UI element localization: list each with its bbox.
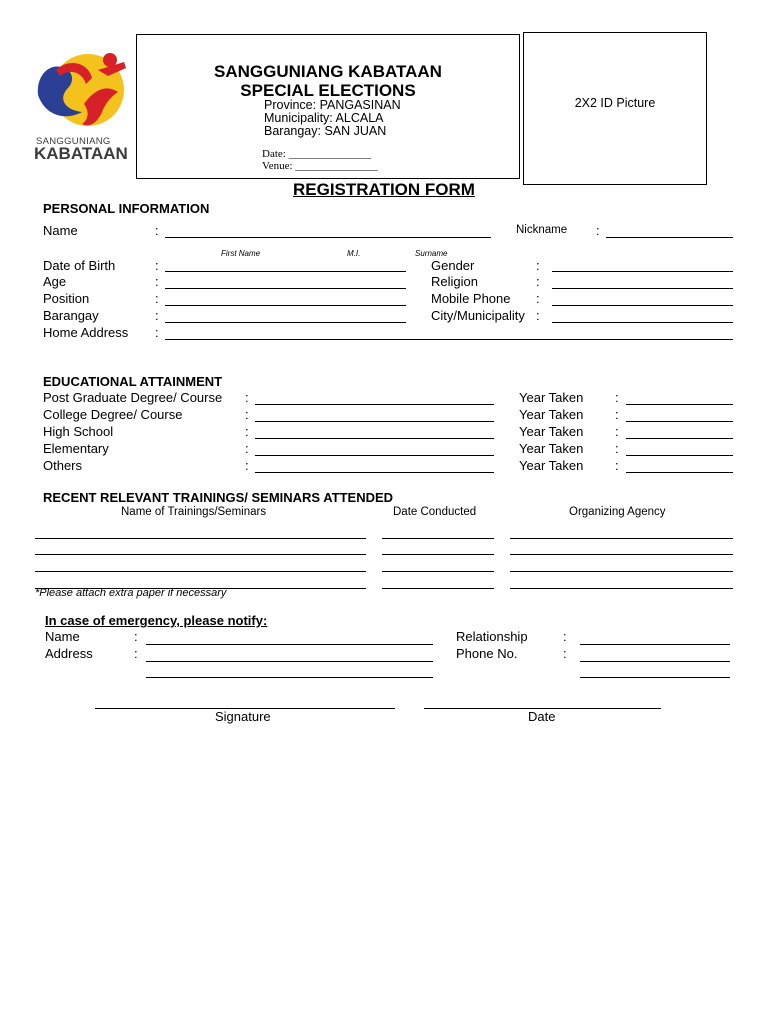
- relationship-label: Relationship: [456, 629, 528, 644]
- year-taken-label: Year Taken: [519, 441, 584, 456]
- barangay-input-line[interactable]: [165, 322, 406, 323]
- education-row-input-line[interactable]: [255, 455, 494, 456]
- trainings-name-header: Name of Trainings/Seminars: [121, 506, 267, 518]
- first-name-hint: First Name: [221, 249, 261, 258]
- religion-input-line[interactable]: [552, 288, 733, 289]
- relationship-input-line[interactable]: [580, 644, 730, 645]
- barangay-text: Barangay: SAN JUAN: [264, 124, 387, 138]
- mobile-phone-input-line[interactable]: [552, 305, 733, 306]
- city-label: City/Municipality: [431, 308, 525, 323]
- emergency-address-input-line[interactable]: [146, 661, 433, 662]
- year-taken-input-line[interactable]: [626, 421, 733, 422]
- education-heading: EDUCATIONAL ATTAINMENT: [43, 374, 223, 389]
- age-colon: :: [155, 274, 159, 289]
- religion-label: Religion: [431, 274, 478, 289]
- venue-field[interactable]: Venue: _______________: [262, 160, 378, 172]
- year-taken-colon: :: [615, 424, 619, 439]
- education-row-colon: :: [245, 390, 249, 405]
- home-address-label: Home Address: [43, 325, 129, 340]
- training-agency-line[interactable]: [510, 554, 733, 555]
- attach-note: *Please attach extra paper if necessary: [35, 587, 227, 599]
- year-taken-label: Year Taken: [519, 390, 584, 405]
- province-text: Province: PANGASINAN: [264, 98, 401, 112]
- name-label: Name: [43, 223, 78, 238]
- mobile-phone-colon: :: [536, 291, 540, 306]
- age-label: Age: [43, 274, 67, 289]
- training-date-line[interactable]: [382, 538, 494, 539]
- year-taken-input-line[interactable]: [626, 438, 733, 439]
- signature-date-label: Date: [528, 709, 556, 724]
- city-input-line[interactable]: [552, 322, 733, 323]
- education-row-input-line[interactable]: [255, 421, 494, 422]
- municipality-text: Municipality: ALCALA: [264, 111, 384, 125]
- education-row-input-line[interactable]: [255, 404, 494, 405]
- position-input-line[interactable]: [165, 305, 406, 306]
- education-row-colon: :: [245, 424, 249, 439]
- religion-colon: :: [536, 274, 540, 289]
- emergency-name-input-line[interactable]: [146, 644, 433, 645]
- header-box: [136, 34, 520, 179]
- emergency-name-colon: :: [134, 629, 138, 644]
- emergency-name-label: Name: [45, 629, 80, 644]
- education-row-label: Others: [43, 458, 83, 473]
- training-date-line[interactable]: [382, 588, 494, 589]
- dob-colon: :: [155, 258, 159, 273]
- phone-label: Phone No.: [456, 646, 518, 661]
- logo-text-line1: SANGGUNIANG: [36, 136, 111, 147]
- trainings-heading: RECENT RELEVANT TRAININGS/ SEMINARS ATTENDED: [43, 490, 394, 505]
- year-taken-label: Year Taken: [519, 458, 584, 473]
- nickname-input-line[interactable]: [606, 237, 733, 238]
- name-input-line[interactable]: [165, 237, 491, 238]
- relationship-colon: :: [563, 629, 567, 644]
- year-taken-input-line[interactable]: [626, 404, 733, 405]
- year-taken-colon: :: [615, 390, 619, 405]
- phone-input-line[interactable]: [580, 661, 730, 662]
- personal-info-heading: PERSONAL INFORMATION: [43, 201, 210, 216]
- home-address-colon: :: [155, 325, 159, 340]
- id-picture-box[interactable]: [523, 32, 707, 185]
- sk-logo: [28, 40, 132, 162]
- logo-text-line2: KABATAAN: [34, 144, 128, 163]
- event-title: SPECIAL ELECTIONS: [240, 81, 416, 100]
- year-taken-colon: :: [615, 458, 619, 473]
- org-title: SANGGUNIANG KABATAAN: [214, 62, 442, 81]
- year-taken-colon: :: [615, 441, 619, 456]
- emergency-address-input-line-2[interactable]: [146, 677, 433, 678]
- phone-input-line-2[interactable]: [580, 677, 730, 678]
- nickname-colon: :: [596, 223, 600, 238]
- training-name-line[interactable]: [35, 554, 366, 555]
- date-field[interactable]: Date: _______________: [262, 148, 372, 160]
- education-row-label: High School: [43, 424, 114, 439]
- training-agency-line[interactable]: [510, 571, 733, 572]
- mobile-phone-label: Mobile Phone: [431, 291, 511, 306]
- form-title: REGISTRATION FORM: [293, 180, 475, 199]
- training-agency-line[interactable]: [510, 588, 733, 589]
- training-name-line[interactable]: [35, 571, 366, 572]
- year-taken-input-line[interactable]: [626, 455, 733, 456]
- surname-hint: Surname: [415, 249, 448, 258]
- nickname-label: Nickname: [516, 224, 568, 236]
- training-name-line[interactable]: [35, 538, 366, 539]
- education-row-label: Elementary: [43, 441, 109, 456]
- year-taken-label: Year Taken: [519, 424, 584, 439]
- training-agency-line[interactable]: [510, 538, 733, 539]
- city-colon: :: [536, 308, 540, 323]
- barangay-label: Barangay: [43, 308, 99, 323]
- position-colon: :: [155, 291, 159, 306]
- year-taken-label: Year Taken: [519, 407, 584, 422]
- sk-logo-emblem-icon: [28, 40, 132, 140]
- mi-hint: M.I.: [347, 249, 361, 258]
- barangay-colon: :: [155, 308, 159, 323]
- training-date-line[interactable]: [382, 571, 494, 572]
- emergency-address-colon: :: [134, 646, 138, 661]
- emergency-address-label: Address: [45, 646, 93, 661]
- education-row-colon: :: [245, 458, 249, 473]
- trainings-agency-header: Organizing Agency: [569, 506, 666, 518]
- dob-input-line[interactable]: [165, 271, 406, 272]
- home-address-input-line[interactable]: [165, 339, 733, 340]
- gender-input-line[interactable]: [552, 271, 733, 272]
- year-taken-input-line[interactable]: [626, 472, 733, 473]
- education-row-label: Post Graduate Degree/ Course: [43, 390, 223, 405]
- training-date-line[interactable]: [382, 554, 494, 555]
- education-row-input-line[interactable]: [255, 472, 494, 473]
- education-row-colon: :: [245, 441, 249, 456]
- emergency-heading: In case of emergency, please notify:: [45, 613, 268, 628]
- education-row-colon: :: [245, 407, 249, 422]
- phone-colon: :: [563, 646, 567, 661]
- age-input-line[interactable]: [165, 288, 406, 289]
- position-label: Position: [43, 291, 90, 306]
- name-colon: :: [155, 223, 159, 238]
- education-row-input-line[interactable]: [255, 438, 494, 439]
- id-picture-label: 2X2 ID Picture: [574, 96, 656, 110]
- gender-label: Gender: [431, 258, 475, 273]
- gender-colon: :: [536, 258, 540, 273]
- signature-label: Signature: [215, 709, 271, 724]
- trainings-date-header: Date Conducted: [393, 506, 477, 518]
- education-row-label: College Degree/ Course: [43, 407, 183, 422]
- year-taken-colon: :: [615, 407, 619, 422]
- dob-label: Date of Birth: [43, 258, 116, 273]
